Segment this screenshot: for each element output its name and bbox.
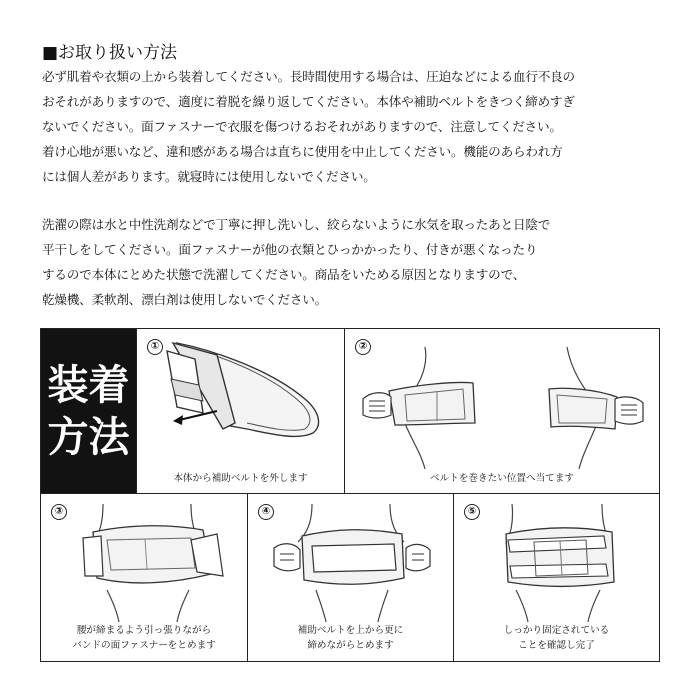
caption-line: 本体から補助ベルトを外します bbox=[173, 473, 308, 484]
usage-paragraph bbox=[42, 64, 575, 189]
caption-line: しっかり固定されている bbox=[503, 625, 610, 636]
step-number: ① bbox=[147, 339, 163, 355]
step-1-panel bbox=[136, 329, 344, 493]
belt-removal-illustration bbox=[137, 329, 345, 469]
step-number: ③ bbox=[51, 504, 67, 520]
caption-line: 腰が締まるよう引っ張りながら bbox=[76, 625, 212, 636]
caption-line: ことを確認し完了 bbox=[518, 640, 595, 651]
tighten-belt-illustration bbox=[248, 494, 454, 622]
step-caption bbox=[345, 471, 659, 486]
completed-belt-illustration bbox=[454, 494, 660, 622]
fasten-band-illustration bbox=[41, 494, 247, 622]
text-line: には個人差があります。就寝時には使用しないでください。 bbox=[42, 169, 376, 184]
step-caption bbox=[454, 623, 659, 653]
method-title-line: 装着 bbox=[47, 361, 130, 409]
text-line: ないでください。面ファスナーで衣服を傷つけるおそれがありますので、注意してください。 bbox=[42, 119, 562, 134]
caption-line: 締めながらとめます bbox=[307, 640, 394, 651]
text-line: 洗濯の際は水と中性洗剤などで丁寧に押し洗いし、絞らないように水気を取ったあと日陰で bbox=[42, 217, 551, 232]
caption-line: ベルトを巻きたい位置へ当てます bbox=[430, 473, 574, 484]
step-3-panel bbox=[41, 493, 247, 661]
step-number: ⑤ bbox=[464, 504, 480, 520]
step-5-panel bbox=[453, 493, 659, 661]
text-line: 着け心地が悪いなど、違和感がある場合は直ちに使用を中止してください。機能のあらわれ方 bbox=[42, 144, 563, 159]
caption-line: 補助ベルトを上から更に bbox=[297, 625, 404, 636]
step-number: ② bbox=[355, 339, 371, 355]
section-heading: ■お取り扱い方法 bbox=[42, 43, 178, 63]
text-line: 乾燥機、柔軟剤、漂白剤は使用しないでください。 bbox=[42, 292, 328, 307]
text-line: 平干しをしてください。面ファスナーが他の衣類とひっかかったり、付きが悪くなったり bbox=[42, 242, 538, 257]
caption-line: バンドの面ファスナーをとめます bbox=[72, 640, 216, 651]
text-line: するので本体にとめた状態で洗濯してください。商品をいためる原因となりますので、 bbox=[42, 267, 526, 282]
step-caption bbox=[137, 471, 344, 486]
method-title-line: 方法 bbox=[47, 413, 130, 461]
step-number: ④ bbox=[258, 504, 274, 520]
instruction-grid bbox=[40, 328, 660, 662]
step-caption bbox=[41, 623, 247, 653]
belt-position-illustration bbox=[345, 329, 660, 469]
text-line: おそれがありますので、適度に着脱を繰り返してください。本体や補助ベルトをきつく締めすぎ bbox=[42, 94, 575, 109]
step-4-panel bbox=[247, 493, 453, 661]
step-2-panel bbox=[344, 329, 659, 493]
method-title-panel bbox=[41, 329, 136, 493]
text-line: 必ず肌着や衣類の上から装着してください。長時間使用する場合は、圧迫などによる血行不良の bbox=[42, 69, 575, 84]
step-caption bbox=[248, 623, 453, 653]
washing-paragraph bbox=[42, 212, 550, 312]
